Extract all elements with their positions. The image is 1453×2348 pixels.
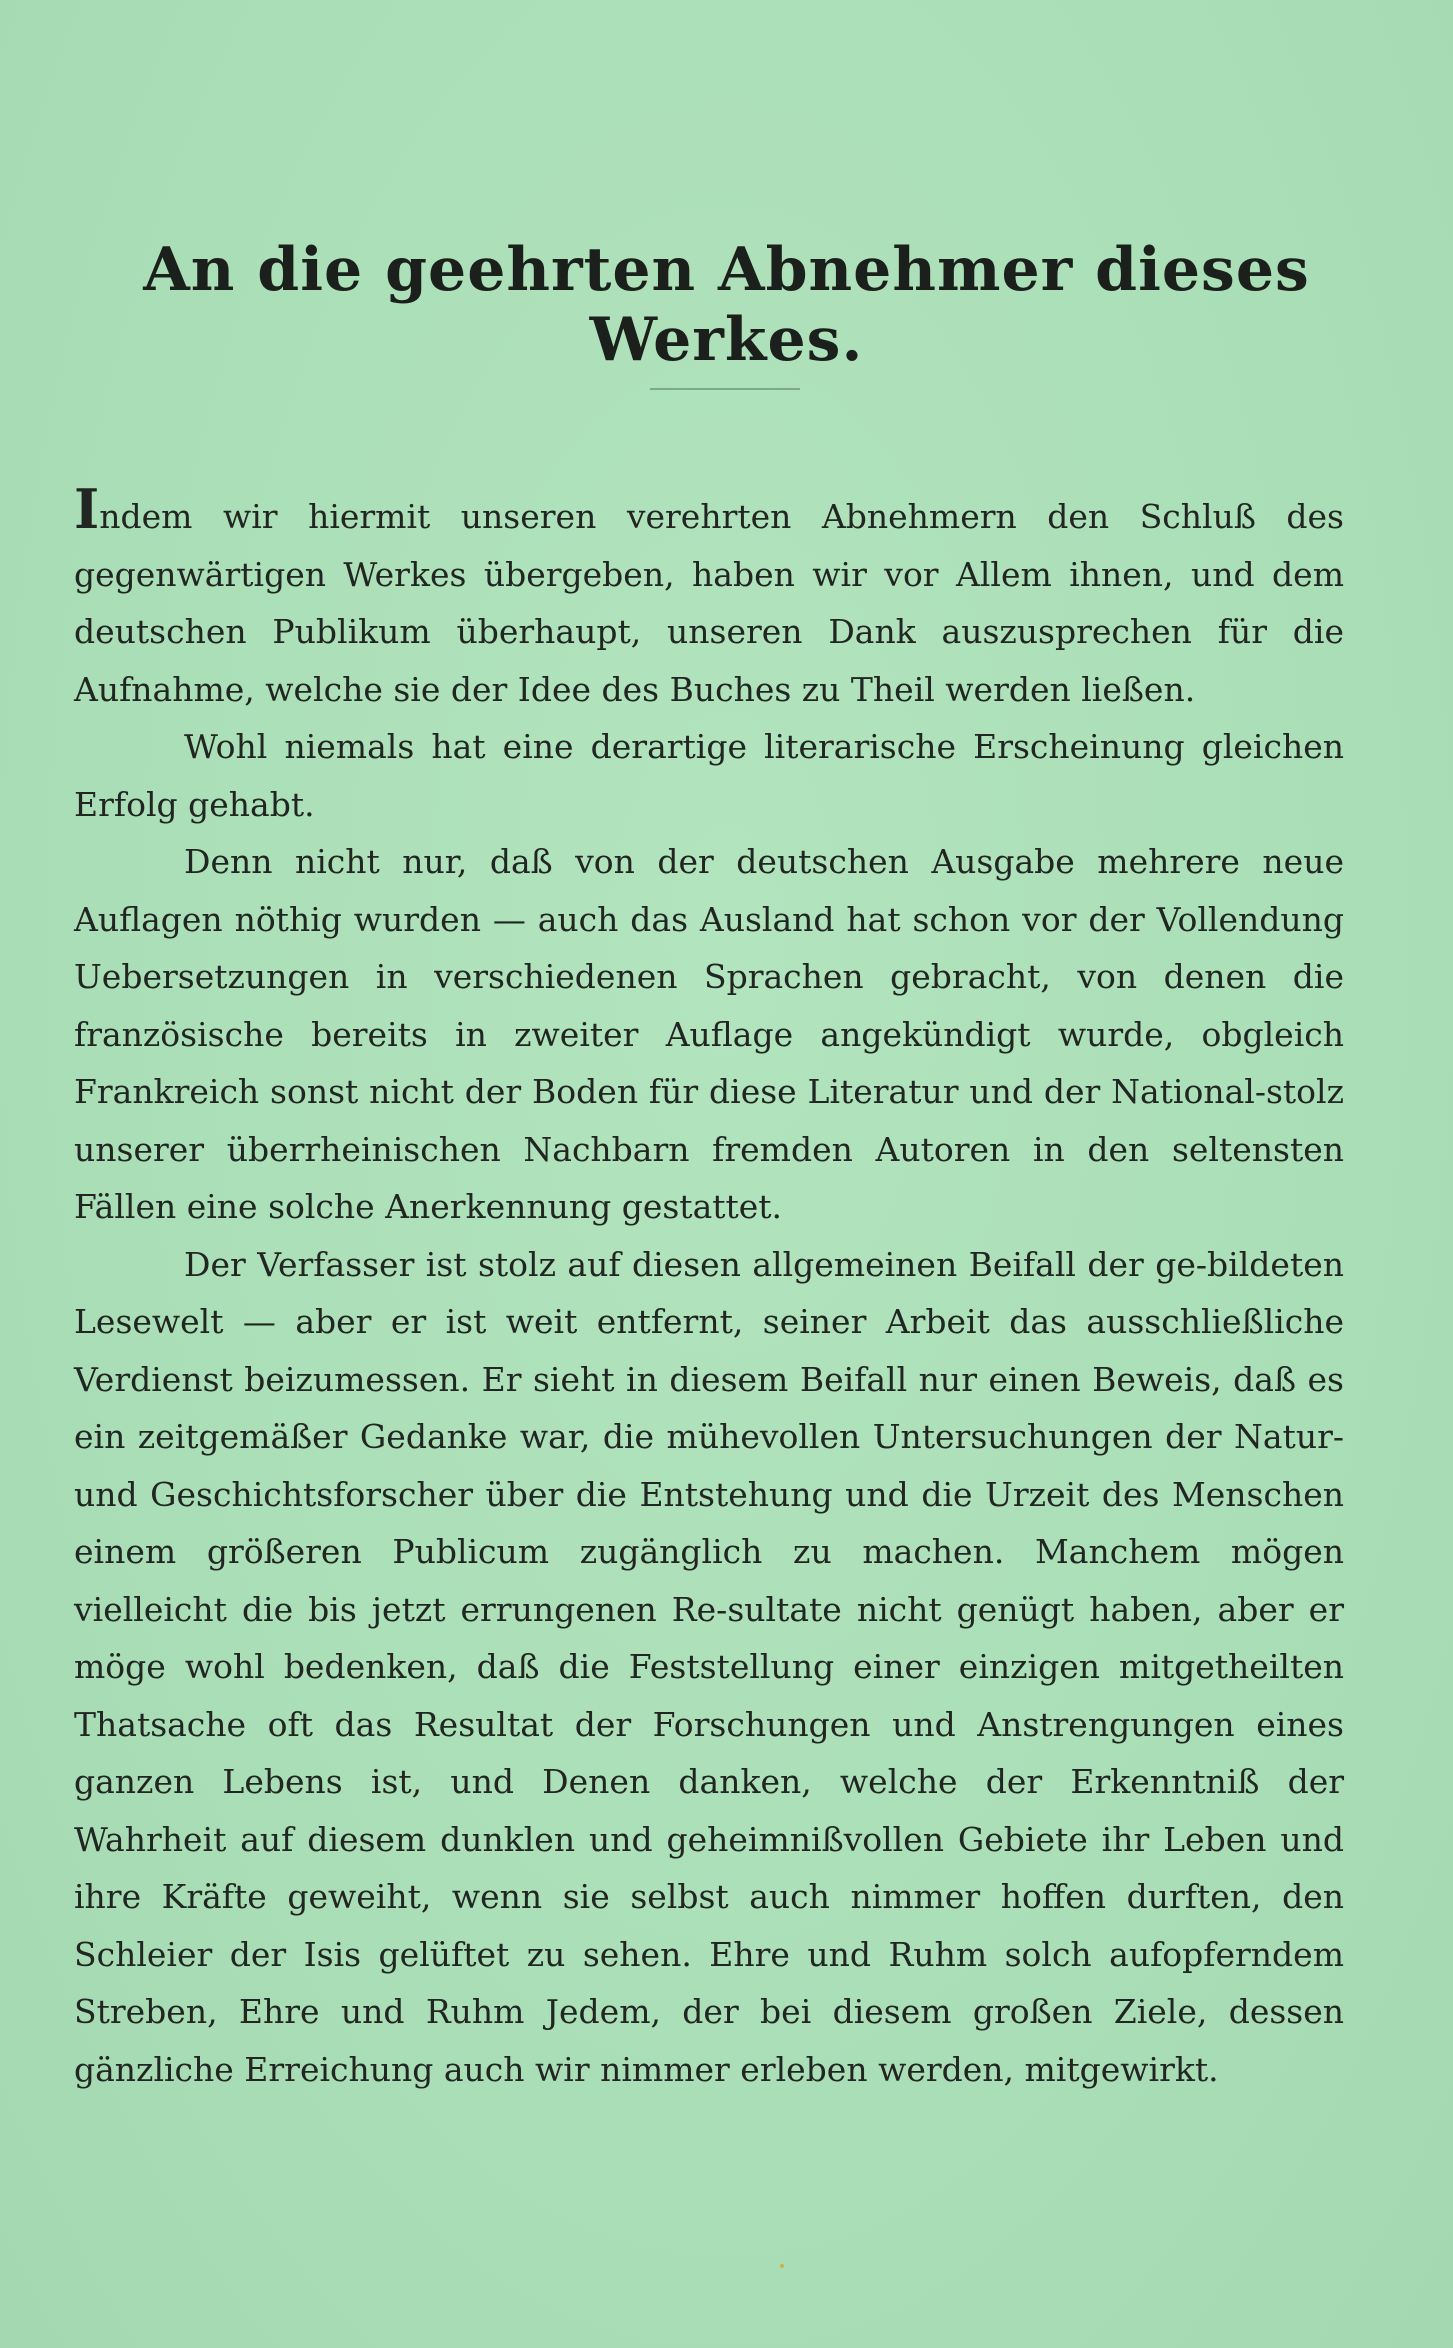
- paragraph-1: [74, 477, 1344, 718]
- initial-letter: I: [74, 477, 100, 541]
- paragraph-4: Der Verfasser ist stolz auf diesen allgemeinen Beifall der ge-bildeten Lesewelt — aber er ist weit entfernt, seiner Arbeit das ausschließliche Verdienst beizumessen. Er sieht in diesem Beifall nur einen Beweis, daß es ein zeitgemäßer Gedanke war, die mühevollen Untersuchungen der Natur- und Geschichtsforscher über die Entstehung und die Urzeit des Menschen einem größeren Publicum zugänglich zu machen. Manchem mögen vielleicht die bis jetzt errungenen Re-sultate nicht genügt haben, aber er möge wohl bedenken, daß die Feststellung einer einzigen mitgetheilten Thatsache oft das Resultat der Forschungen und Anstrengungen eines ganzen Lebens ist, und Denen danken, welche der Erkenntniß der Wahrheit auf diesem dunklen und geheimnißvollen Gebiete ihr Leben und ihre Kräfte geweiht, wenn sie selbst auch nimmer hoffen durften, den Schleier der Isis gelüftet zu sehen. Ehre und Ruhm solch aufopferndem Streben, Ehre und Ruhm Jedem, der bei diesem großen Ziele, dessen gänzliche Erreichung auch wir nimmer erleben werden, mitgewirkt.: [74, 1244, 1344, 2089]
- paragraph-2: Wohl niemals hat eine derartige literarische Erscheinung gleichen Erfolg gehabt.: [74, 727, 1344, 824]
- page-body: [74, 477, 1344, 2098]
- page-title: An die geehrten Abnehmer dieses Werkes.: [143, 235, 1310, 375]
- paragraph-3: Denn nicht nur, daß von der deutschen Ausgabe mehrere neue Auflagen nöthig wurden — auch das Ausland hat schon vor der Vollendung Uebersetzungen in verschiedenen Sprachen gebracht, von denen die französische bereits in zweiter Auflage angekündigt wurde, obgleich Frankreich sonst nicht der Boden für diese Literatur und der National-stolz unserer überrheinischen Nachbarn fremden Autoren in den seltensten Fällen eine solche Anerkennung gestattet.: [74, 842, 1344, 1226]
- title-divider: [650, 388, 800, 390]
- paper-speck: [780, 2264, 784, 2268]
- paragraph-1-text: ndem wir hiermit unseren verehrten Abnehmern den Schluß des gegenwärtigen Werkes übergeben, haben wir vor Allem ihnen, und dem deutschen Publikum überhaupt, unseren Dank auszusprechen für die Aufnahme, welche sie der Idee des Buches zu Theil werden ließen.: [74, 497, 1344, 709]
